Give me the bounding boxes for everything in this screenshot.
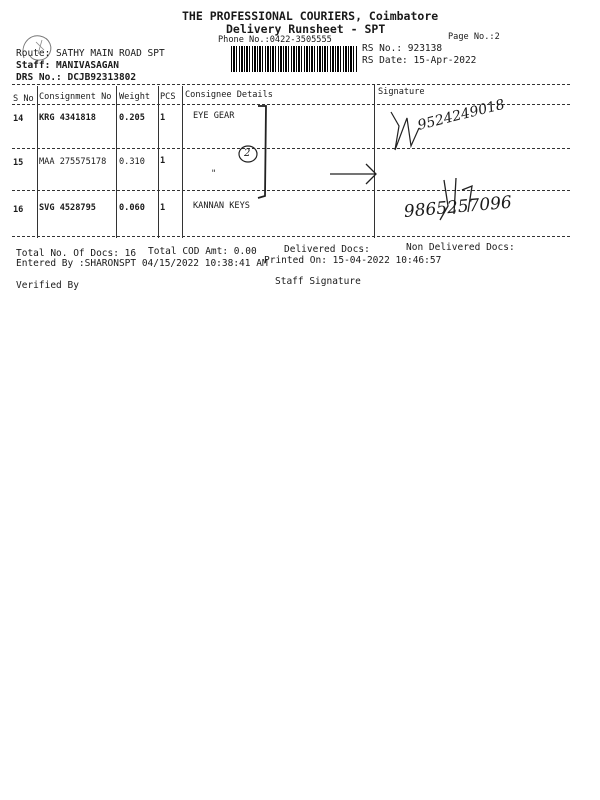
page-number: Page No.:2 [448, 32, 500, 42]
route-label: Route: SATHY MAIN ROAD SPT [16, 48, 165, 59]
barcode-image [231, 46, 358, 72]
rs-date: RS Date: 15-Apr-2022 [362, 55, 477, 66]
row-consignment: KRG 4341818 [39, 113, 96, 123]
printed-on: Printed On: 15-04-2022 10:46:57 [264, 255, 442, 266]
header-signature: Signature [378, 87, 425, 97]
header-weight: Weight [119, 92, 151, 102]
company-name: THE PROFESSIONAL COURIERS, Coimbatore [182, 9, 439, 23]
header-consignment: Consignment No [39, 92, 112, 102]
entered-by: Entered By :SHARONSPT 04/15/2022 10:38:41 AM [16, 258, 268, 269]
verified-by: Verified By [16, 280, 79, 291]
row-sno: 16 [13, 205, 24, 215]
row-consignee: EYE GEAR [193, 111, 235, 121]
staff-label: Staff: MANIVASAGAN [16, 60, 119, 71]
row-weight: 0.060 [119, 203, 145, 213]
row-sno: 15 [13, 158, 24, 168]
staff-signature: Staff Signature [275, 276, 361, 287]
row-consignee: " [211, 169, 217, 179]
row-consignment: SVG 4528795 [39, 203, 96, 213]
signature-phone-1: 9524249018 [416, 96, 507, 134]
col-divider [182, 86, 183, 238]
row-consignment: MAA 275575178 [39, 157, 107, 167]
row-pcs: 1 [160, 113, 166, 123]
col-divider [37, 86, 38, 238]
row-pcs: 1 [160, 203, 166, 213]
handwritten-marks [236, 100, 386, 210]
total-docs: Total No. Of Docs: 16 [16, 248, 137, 259]
header-consignee: Consignee Details [185, 90, 273, 100]
total-cod: Total COD Amt: 0.00 [148, 246, 257, 257]
circled-mark: 2 [244, 148, 251, 159]
row-weight: 0.310 [119, 157, 145, 167]
col-divider [116, 86, 117, 238]
drs-number: DRS No.: DCJB92313802 [16, 72, 137, 83]
table-bottom-rule [12, 236, 570, 237]
row-weight: 0.205 [119, 113, 145, 123]
row-consignee: KANNAN KEYS [193, 201, 250, 211]
signature-phone-2: 9865257096 [403, 192, 513, 222]
table-top-rule [12, 84, 570, 85]
rs-number: RS No.: 923138 [362, 43, 443, 54]
row-sno: 14 [13, 114, 24, 124]
runsheet-title: Delivery Runsheet - SPT [226, 22, 386, 36]
non-delivered-docs: Non Delivered Docs: [406, 242, 515, 253]
header-pcs: PCS [160, 92, 176, 102]
delivered-docs: Delivered Docs: [284, 244, 370, 255]
phone-number: Phone No.:0422-3505555 [218, 35, 332, 45]
row-pcs: 1 [160, 156, 166, 166]
header-sno: S No [13, 94, 34, 104]
col-divider [158, 86, 159, 238]
